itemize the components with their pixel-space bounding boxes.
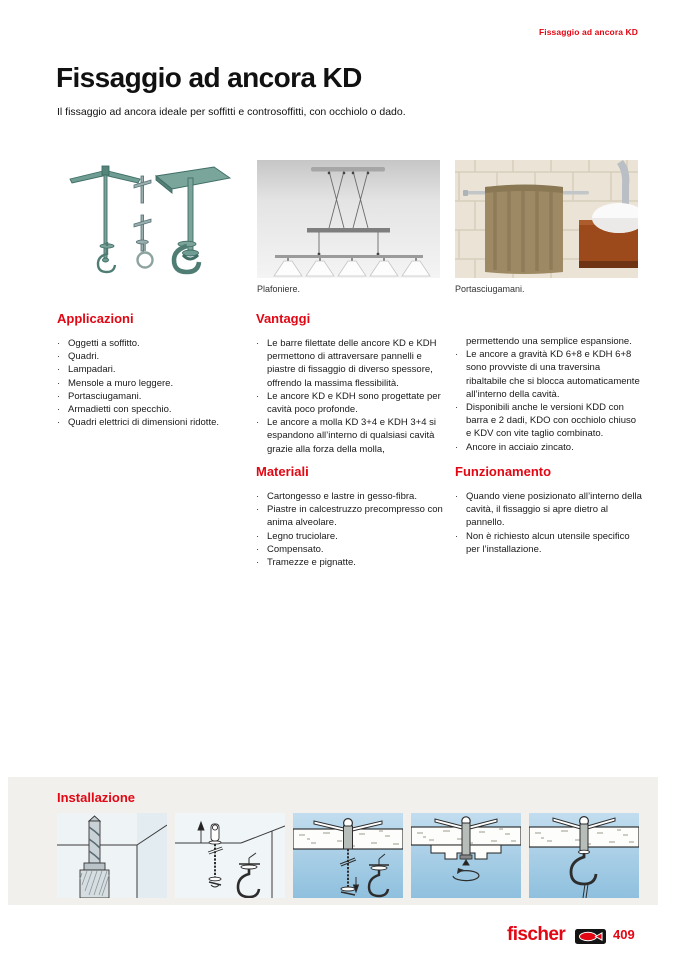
bullet-marker: ·: [455, 530, 459, 542]
vantaggi-heading: Vantaggi: [256, 311, 311, 326]
installazione-band: [8, 777, 658, 905]
ceiling-lamp-illustration: [257, 160, 440, 278]
kd-anchors-illustration: [57, 160, 237, 278]
bullet-text: Portasciugamani.: [68, 390, 142, 402]
bullet-marker: ·: [455, 491, 459, 502]
bullet-item: [256, 556, 450, 569]
fischer-fish-logo-icon: [575, 929, 606, 949]
bullet-item: [256, 543, 450, 556]
bullet-text: Le ancore a gravità KD 6+8 e KDH 6+8 sono provviste di una traversina ribaltabile che si blocca automaticamente all’interno della cavità.: [466, 349, 640, 400]
bullet-marker: ·: [256, 543, 260, 555]
section-materiali: [256, 464, 450, 569]
section-funzionamento: [455, 464, 643, 556]
bullet-item: [57, 416, 249, 429]
vantaggi-list-col2: [455, 348, 643, 454]
bullet-marker: ·: [256, 491, 260, 502]
bullet-item: [57, 363, 249, 376]
bullet-text: Legno truciolare.: [267, 530, 338, 542]
anchor-expanded-illustration: [293, 813, 403, 898]
bullet-marker: ·: [57, 404, 61, 416]
bullet-item: [57, 350, 249, 363]
section-vantaggi-continued: [455, 335, 643, 454]
bullet-marker: ·: [256, 504, 260, 516]
installazione-heading: Installazione: [57, 790, 136, 805]
bullet-item: [256, 390, 450, 416]
bullet-marker: ·: [455, 402, 459, 414]
funzionamento-heading: Funzionamento: [455, 464, 552, 479]
bullet-item: [256, 337, 450, 390]
materiali-list: [256, 490, 450, 569]
install-step-2-insert: [175, 813, 285, 898]
plafoniere-image: [257, 160, 440, 278]
bullet-text: Le barre filettate delle ancore KD e KDH permettono di attraversare pannelli e piastre di fissaggio di diverso spessore, offrendo la massima flessibilità.: [267, 338, 437, 389]
install-step-3-expand: [293, 813, 403, 898]
applicazioni-list: [57, 337, 249, 429]
bullet-item: [57, 377, 249, 390]
bullet-marker: ·: [256, 390, 260, 402]
hanging-hook-illustration: [529, 813, 639, 898]
bullet-text: Piastre in calcestruzzo precompresso con anima alveolare.: [267, 504, 443, 529]
bullet-item: [455, 490, 643, 530]
bullet-marker: ·: [57, 390, 61, 402]
bullet-marker: ·: [455, 441, 459, 453]
page-title: Fissaggio ad ancora KD: [56, 62, 362, 93]
bullet-text: Non è richiesto alcun utensile specifico per l’installazione.: [466, 530, 630, 555]
bullet-text: Lampadari.: [68, 364, 116, 376]
install-step-1-drill: [57, 813, 167, 898]
bullet-item: [455, 441, 643, 454]
portasciugamani-caption: Portasciugamani.: [455, 284, 525, 294]
bullet-marker: ·: [256, 530, 260, 542]
bullet-marker: ·: [57, 338, 61, 349]
product-anchors-image: [57, 160, 237, 278]
bullet-item: [455, 401, 643, 441]
fischer-logo-text: fischer: [507, 924, 566, 945]
bullet-text: Ancore in acciaio zincato.: [466, 441, 574, 453]
bullet-marker: ·: [57, 417, 61, 429]
bullet-marker: ·: [57, 351, 61, 363]
bullet-marker: ·: [256, 557, 260, 569]
funzionamento-list: [455, 490, 643, 556]
section-vantaggi: [256, 311, 450, 456]
bullet-text: Le ancore KD e KDH sono progettate per cavità poco profonde.: [267, 390, 441, 416]
bullet-item: [256, 490, 450, 503]
section-applicazioni: [57, 311, 249, 429]
breadcrumb: Fissaggio ad ancora KD: [538, 27, 638, 37]
rail-mount-illustration: [411, 813, 521, 898]
bullet-item: [57, 403, 249, 416]
towel-rail-illustration: [455, 160, 638, 278]
bullet-item: [57, 337, 249, 350]
towel: [485, 185, 563, 275]
install-step-5-hook: [529, 813, 639, 898]
page-number: 409: [613, 927, 635, 942]
bullet-text: Le ancore a molla KD 3+4 e KDH 3+4 si espandono all’interno di qualsiasi cavità grazie alla forza della molla,: [267, 417, 436, 455]
bullet-text: Quadri elettrici di dimensioni ridotte.: [68, 417, 220, 429]
bullet-text: Compensato.: [267, 543, 324, 555]
drill-illustration: [57, 813, 167, 898]
insert-anchor-illustration: [175, 813, 285, 898]
bullet-text: Mensole a muro leggere.: [68, 377, 174, 389]
applicazioni-heading: Applicazioni: [57, 311, 134, 326]
materiali-heading: Materiali: [256, 464, 309, 479]
install-step-4-rail: [411, 813, 521, 898]
bullet-text: Quadri.: [68, 351, 100, 363]
vantaggi-continuation: permettendo una semplice espansione.: [466, 336, 632, 347]
bullet-marker: ·: [256, 338, 260, 349]
bullet-item: [455, 348, 643, 401]
bullet-text: Armadietti con specchio.: [68, 404, 172, 416]
bullet-text: Disponibili anche le versioni KDD con barra e 2 dadi, KDO con occhiolo chiuso e KDV con vite taglio combinato.: [466, 402, 637, 440]
bullet-item: [256, 530, 450, 543]
vantaggi-list-col1: [256, 337, 450, 456]
bullet-text: Oggetti a soffitto.: [68, 338, 140, 349]
bullet-text: Cartongesso e lastre in gesso-fibra.: [267, 491, 417, 502]
bullet-marker: ·: [455, 349, 459, 361]
bullet-text: Tramezze e pignatte.: [267, 557, 356, 569]
page-subtitle: Il fissaggio ad ancora ideale per soffitti e controsoffitti, con occhiolo o dado.: [57, 106, 406, 118]
bullet-marker: ·: [256, 417, 260, 429]
bullet-item: [256, 503, 450, 529]
bullet-item: [256, 416, 450, 456]
portasciugamani-image: [455, 160, 638, 278]
bullet-marker: ·: [57, 364, 61, 376]
bullet-item: [455, 530, 643, 556]
bullet-text: Quando viene posizionato all’interno della cavità, il fissaggio si apre dietro al pannello.: [466, 491, 642, 529]
plafoniere-caption: Plafoniere.: [257, 284, 301, 294]
bullet-marker: ·: [57, 377, 61, 389]
bullet-item: [57, 390, 249, 403]
